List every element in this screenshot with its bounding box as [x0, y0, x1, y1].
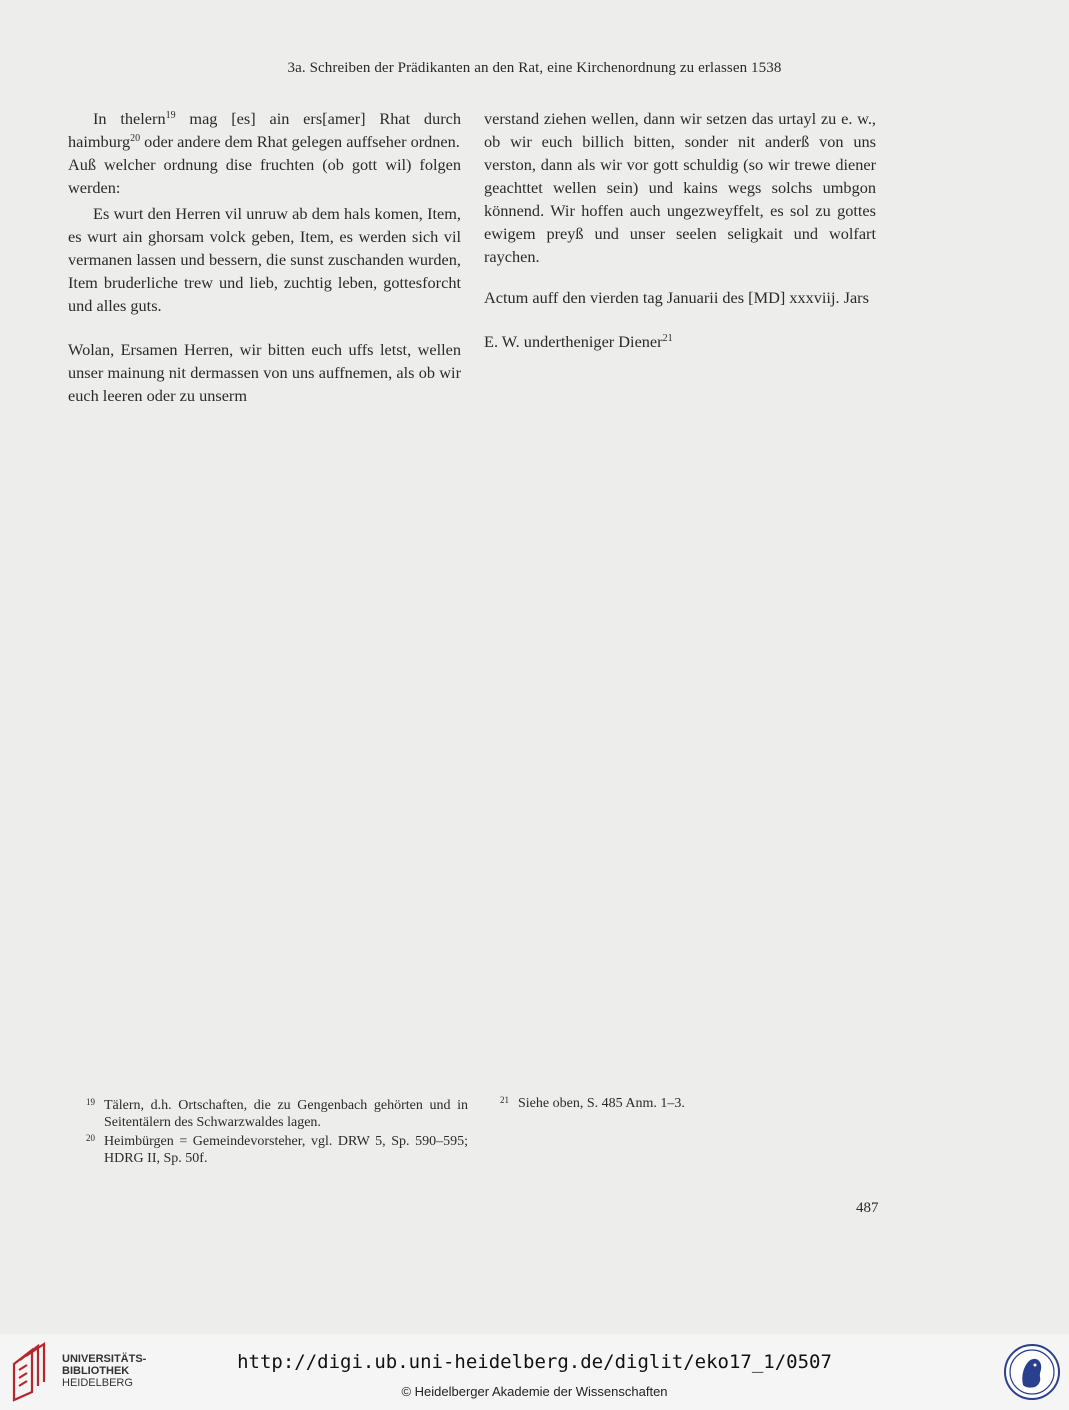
dating-line: Actum auff den vierden tag Januarii des [MD] xxxviij. Jars: [484, 288, 869, 307]
footnotes-left: [86, 1097, 468, 1169]
footnote-19: 19 Tälern, d.h. Ortschaften, die zu Gengenbach gehörten und in Seitentälern des Schwarzwaldes lagen.: [86, 1097, 468, 1130]
viewer-footer: [0, 1334, 1069, 1410]
paragraph-3: Es wurt den Herren vil unruw ab dem hals komen, Item, es wurt ain ghorsam volck geben, Item, es werden sich vil vermanen lassen und bessern, die sunst zuschanden wurden, Item bruderliche trew und lieb, zuchtig leben, gottesforcht und alles guts.: [68, 204, 461, 315]
paragraph-1: In thelern$^{19}$ mag [es] ain ers[amer] Rhat durch haimburg$^{20}$ oder andere dem Rhat gelegen auffseher ordnen.: [68, 109, 462, 151]
library-name: UNIVERSITÄTS- BIBLIOTHEK HEIDELBERG: [62, 1353, 147, 1389]
footnote-ref-20[interactable]: 20: [130, 133, 141, 144]
running-header: 3a. Schreiben der Prädikanten an den Rat, eine Kirchenordnung zu erlassen 1538: [287, 60, 782, 76]
copyright-notice: © Heidelberger Akademie der Wissenschaften: [401, 1384, 668, 1399]
permalink-url[interactable]: http://digi.ub.uni-heidelberg.de/diglit/eko17_1/0507: [237, 1351, 832, 1373]
left-column: [68, 107, 461, 407]
footnote-ref-19[interactable]: 19: [165, 110, 176, 121]
page-number: 487: [856, 1200, 879, 1216]
footnotes-right: [500, 1095, 880, 1114]
right-column: [484, 107, 876, 353]
footnote-ref-21[interactable]: 21: [662, 333, 673, 344]
signature-line: E. W. undertheniger Diener$^{21}$: [484, 332, 673, 351]
paragraph-4: Wolan, Ersamen Herren, wir bitten euch uffs letst, wellen unser mainung nit dermassen von uns auffnemen, als ob wir euch leeren oder zu unserm: [68, 340, 461, 405]
footnote-21: 21 Siehe oben, S. 485 Anm. 1–3.: [500, 1095, 685, 1111]
footnote-20: 20 Heimbürgen = Gemeindevorsteher, vgl. DRW 5, Sp. 590–595; HDRG II, Sp. 50f.: [86, 1133, 468, 1166]
paragraph-5: verstand ziehen wellen, dann wir setzen das urtayl zu e. w., ob wir euch billich bitten, sonder nit anderß von uns verston, dann als wir vor gott schuldig (so wir trewe diener geachttet wellen sein) und kains wegs solchs umbgon könnend. Wir hoffen auch ungezweyffelt, es sol zu gottes ewigem preyß und unser seelen seligkait und wolfart raychen.: [484, 109, 876, 266]
paragraph-2: Auß welcher ordnung dise fruchten (ob gott wil) folgen werden:: [68, 155, 461, 197]
academy-seal-icon: [1003, 1343, 1061, 1401]
